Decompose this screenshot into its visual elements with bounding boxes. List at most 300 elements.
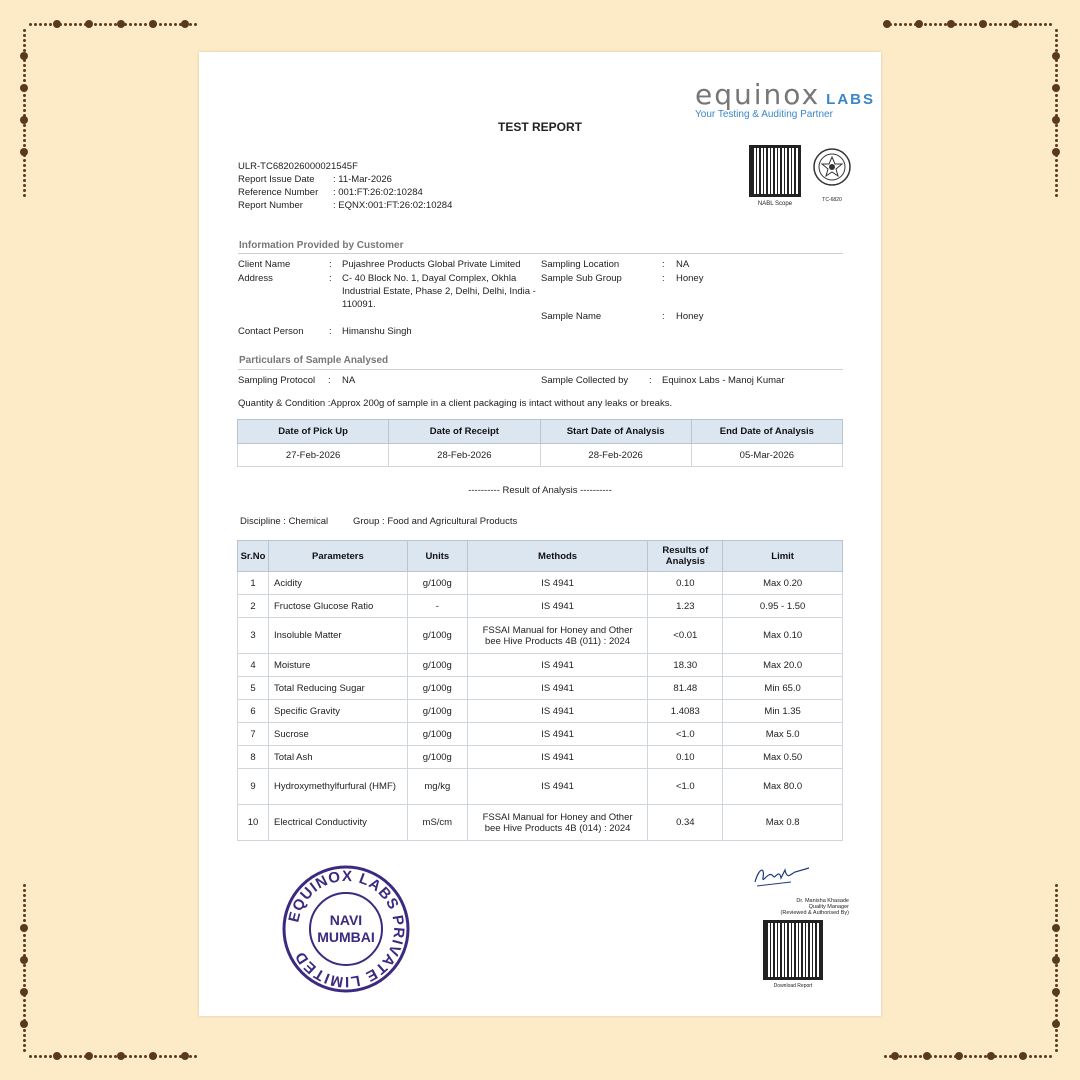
sr-no-header: Sr.No: [238, 541, 269, 572]
parameter-cell: Specific Gravity: [268, 700, 407, 723]
table-row: [238, 769, 843, 805]
table-row: [238, 746, 843, 769]
border-dot: [1055, 949, 1058, 952]
method-cell: IS 4941: [467, 654, 648, 677]
border-dot: [994, 1055, 997, 1058]
border-dot: [94, 23, 97, 26]
border-dot: [99, 1055, 102, 1058]
border-dot: [1055, 189, 1058, 192]
border-dot: [1055, 54, 1058, 57]
border-dot: [909, 23, 912, 26]
parameter-cell: Electrical Conductivity: [268, 805, 407, 841]
border-dot: [124, 23, 127, 26]
border-dot: [59, 1055, 62, 1058]
border-dot: [924, 23, 927, 26]
border-dot: [23, 984, 26, 987]
result-cell: 0.34: [648, 805, 723, 841]
border-dot: [23, 989, 26, 992]
equinox-labs-logo: [695, 78, 875, 120]
border-dot: [23, 124, 26, 127]
border-dot: [964, 1055, 967, 1058]
sr-no-cell: 7: [238, 723, 269, 746]
report-title: TEST REPORT: [497, 120, 582, 134]
particulars-heading: Particulars of Sample Analysed: [239, 355, 389, 366]
border-dot: [169, 1055, 172, 1058]
parameter-cell: Hydroxymethylfurfural (HMF): [268, 769, 407, 805]
border-dot: [1055, 1044, 1058, 1047]
limit-cell: Min 65.0: [723, 677, 843, 700]
border-dot: [34, 1055, 37, 1058]
border-dot: [919, 23, 922, 26]
border-dot: [1044, 1055, 1047, 1058]
border-dot: [939, 1055, 942, 1058]
border-dot: [984, 23, 987, 26]
border-dot: [994, 23, 997, 26]
border-dot: [1019, 23, 1022, 26]
border-dot: [1055, 59, 1058, 62]
border-dot: [159, 23, 162, 26]
colon: :: [329, 273, 332, 284]
border-dot: [114, 23, 117, 26]
border-dot: [1055, 1034, 1058, 1037]
border-dot: [79, 1055, 82, 1058]
border-dot: [1055, 1049, 1058, 1052]
border-dot: [904, 23, 907, 26]
border-dot: [23, 994, 26, 997]
sample-name-value: Honey: [676, 311, 704, 322]
border-dot: [1055, 994, 1058, 997]
border-dot: [23, 179, 26, 182]
border-dot: [1055, 929, 1058, 932]
test-report-document: [199, 52, 881, 1016]
limit-cell: Max 0.20: [723, 572, 843, 595]
border-dot: [1055, 109, 1058, 112]
border-dot: [1055, 99, 1058, 102]
border-dot: [1055, 909, 1058, 912]
border-dot: [959, 1055, 962, 1058]
methods-header: Methods: [467, 541, 648, 572]
border-dot: [1055, 39, 1058, 42]
border-dot: [23, 69, 26, 72]
border-dot: [1055, 34, 1058, 37]
colon: :: [662, 273, 665, 284]
border-dot: [74, 23, 77, 26]
border-dot: [1055, 999, 1058, 1002]
method-cell: IS 4941: [467, 595, 648, 618]
result-cell: 18.30: [648, 654, 723, 677]
sr-no-cell: 10: [238, 805, 269, 841]
border-dot: [1034, 23, 1037, 26]
border-dot: [23, 59, 26, 62]
border-dot: [949, 1055, 952, 1058]
download-report-qr-code[interactable]: [763, 920, 823, 980]
border-dot: [54, 1055, 57, 1058]
border-dot: [1055, 74, 1058, 77]
border-dot: [1014, 23, 1017, 26]
border-dot: [119, 1055, 122, 1058]
border-dot: [23, 154, 26, 157]
divider: [238, 369, 843, 370]
parameter-cell: Acidity: [268, 572, 407, 595]
border-dot: [134, 23, 137, 26]
border-dot: [89, 23, 92, 26]
border-dot: [49, 1055, 52, 1058]
border-dot: [23, 924, 26, 927]
sr-no-cell: 3: [238, 618, 269, 654]
border-dot: [23, 914, 26, 917]
border-dot: [924, 1055, 927, 1058]
sr-no-cell: 1: [238, 572, 269, 595]
border-dot: [23, 194, 26, 197]
border-dot: [1029, 1055, 1032, 1058]
border-dot: [1055, 974, 1058, 977]
border-dot: [1055, 149, 1058, 152]
border-dot: [23, 1049, 26, 1052]
sample-name-label: Sample Name: [541, 311, 602, 322]
border-dot: [1055, 79, 1058, 82]
border-dot: [114, 1055, 117, 1058]
units-cell: g/100g: [407, 654, 467, 677]
units-cell: g/100g: [407, 618, 467, 654]
method-cell: IS 4941: [467, 572, 648, 595]
border-dot: [144, 1055, 147, 1058]
border-dot: [104, 1055, 107, 1058]
border-dot: [1055, 29, 1058, 32]
border-dot: [899, 23, 902, 26]
border-dot: [23, 969, 26, 972]
logo-labs-text: LABS: [826, 91, 875, 108]
parameter-cell: Moisture: [268, 654, 407, 677]
border-dot: [149, 23, 152, 26]
border-dot: [39, 1055, 42, 1058]
limit-cell: Max 0.8: [723, 805, 843, 841]
border-dot: [1055, 134, 1058, 137]
units-cell: mg/kg: [407, 769, 467, 805]
border-dot: [84, 1055, 87, 1058]
border-dot: [23, 94, 26, 97]
nabl-scope-qr-code[interactable]: [749, 145, 801, 197]
border-dot: [929, 23, 932, 26]
border-dot: [944, 1055, 947, 1058]
border-dot: [889, 23, 892, 26]
border-dot: [1009, 1055, 1012, 1058]
sr-no-cell: 9: [238, 769, 269, 805]
border-dot: [1055, 139, 1058, 142]
logo-tagline: Your Testing & Auditing Partner: [695, 109, 833, 120]
border-dot: [23, 99, 26, 102]
border-dot: [889, 1055, 892, 1058]
border-dot: [174, 1055, 177, 1058]
border-dot: [23, 89, 26, 92]
method-cell: IS 4941: [467, 700, 648, 723]
border-dot: [974, 1055, 977, 1058]
border-dot: [169, 23, 172, 26]
date-of-receipt-header: Date of Receipt: [389, 420, 540, 444]
dates-table: [237, 419, 843, 467]
download-report-caption: Download Report: [773, 983, 813, 989]
border-dot: [894, 23, 897, 26]
result-cell: <1.0: [648, 769, 723, 805]
results-header: Results of Analysis: [648, 541, 723, 572]
border-dot: [23, 1034, 26, 1037]
border-dot: [159, 1055, 162, 1058]
border-dot: [954, 23, 957, 26]
border-dot: [23, 159, 26, 162]
quantity-condition-value: Approx 200g of sample in a client packaging is intact without any leaks or breaks.: [330, 398, 673, 409]
border-dot: [1055, 944, 1058, 947]
border-dot: [1055, 44, 1058, 47]
border-dot: [179, 1055, 182, 1058]
units-cell: g/100g: [407, 677, 467, 700]
issue-date-value: : 11-Mar-2026: [333, 174, 392, 185]
border-dot: [1039, 1055, 1042, 1058]
border-dot: [1055, 119, 1058, 122]
border-dot: [1055, 979, 1058, 982]
border-dot: [1055, 1024, 1058, 1027]
stamp-line-2: MUMBAI: [317, 929, 375, 945]
results-header-row: [238, 541, 843, 572]
method-cell: IS 4941: [467, 677, 648, 700]
report-number-value: : EQNX:001:FT:26:02:10284: [333, 200, 453, 211]
border-dot: [1024, 1055, 1027, 1058]
sr-no-cell: 4: [238, 654, 269, 677]
contact-person-value: Himanshu Singh: [342, 326, 412, 337]
units-cell: mS/cm: [407, 805, 467, 841]
dates-header-row: [238, 420, 843, 444]
method-cell: IS 4941: [467, 723, 648, 746]
border-dot: [1009, 23, 1012, 26]
address-label: Address: [238, 273, 273, 284]
dates-value-row: [238, 444, 843, 467]
border-dot: [23, 174, 26, 177]
border-dot: [23, 144, 26, 147]
border-dot: [23, 894, 26, 897]
units-cell: g/100g: [407, 700, 467, 723]
method-cell: FSSAI Manual for Honey and Other bee Hive Products 4B (014) : 2024: [467, 805, 648, 841]
border-dot: [1055, 1009, 1058, 1012]
units-cell: g/100g: [407, 746, 467, 769]
parameter-cell: Insoluble Matter: [268, 618, 407, 654]
address-value: C- 40 Block No. 1, Dayal Complex, Okhla Industrial Estate, Phase 2, Delhi, Delhi, India - 110091.: [342, 273, 536, 310]
date-of-receipt-value: 28-Feb-2026: [389, 444, 540, 467]
border-dot: [1055, 899, 1058, 902]
parameters-header: Parameters: [268, 541, 407, 572]
border-dot: [1055, 919, 1058, 922]
border-dot: [23, 119, 26, 122]
contact-person-label: Contact Person: [238, 326, 304, 337]
border-dot: [1055, 179, 1058, 182]
border-dot: [1055, 194, 1058, 197]
units-header: Units: [407, 541, 467, 572]
border-dot: [1055, 889, 1058, 892]
border-dot: [99, 23, 102, 26]
limit-cell: 0.95 - 1.50: [723, 595, 843, 618]
units-cell: g/100g: [407, 572, 467, 595]
method-cell: IS 4941: [467, 746, 648, 769]
border-dot: [164, 23, 167, 26]
border-dot: [23, 49, 26, 52]
border-dot: [23, 169, 26, 172]
border-dot: [23, 934, 26, 937]
parameter-cell: Total Reducing Sugar: [268, 677, 407, 700]
border-dot: [23, 979, 26, 982]
border-dot: [1055, 989, 1058, 992]
limit-header: Limit: [723, 541, 843, 572]
group-text: Group : Food and Agricultural Products: [353, 516, 518, 527]
sample-collected-value: Equinox Labs - Manoj Kumar: [662, 375, 785, 386]
result-of-analysis-divider: ---------- Result of Analysis ----------: [468, 485, 612, 496]
quantity-condition-label: Quantity & Condition :: [238, 398, 331, 409]
border-dot: [1044, 23, 1047, 26]
border-dot: [1049, 23, 1052, 26]
border-dot: [23, 54, 26, 57]
border-dot: [194, 23, 197, 26]
border-dot: [914, 1055, 917, 1058]
border-dot: [129, 23, 132, 26]
border-dot: [23, 999, 26, 1002]
table-row: [238, 595, 843, 618]
border-dot: [23, 1004, 26, 1007]
border-dot: [179, 23, 182, 26]
client-name-label: Client Name: [238, 259, 291, 270]
border-dot: [1055, 884, 1058, 887]
border-dot: [119, 23, 122, 26]
border-dot: [969, 23, 972, 26]
border-dot: [1055, 964, 1058, 967]
border-dot: [23, 919, 26, 922]
method-cell: IS 4941: [467, 769, 648, 805]
border-dot: [23, 139, 26, 142]
border-dot: [69, 1055, 72, 1058]
parameter-cell: Sucrose: [268, 723, 407, 746]
border-dot: [69, 23, 72, 26]
logo-wordmark: equinox: [695, 78, 821, 111]
border-dot: [134, 1055, 137, 1058]
sample-sub-group-label: Sample Sub Group: [541, 273, 622, 284]
client-name-value: Pujashree Products Global Private Limited: [342, 259, 521, 270]
colon: :: [329, 326, 332, 337]
reference-number-value: : 001:FT:26:02:10284: [333, 187, 423, 198]
sr-no-cell: 6: [238, 700, 269, 723]
border-dot: [23, 84, 26, 87]
divider: [238, 253, 843, 254]
units-cell: g/100g: [407, 723, 467, 746]
border-dot: [1055, 934, 1058, 937]
border-dot: [144, 23, 147, 26]
method-cell: FSSAI Manual for Honey and Other bee Hive Products 4B (011) : 2024: [467, 618, 648, 654]
colon: :: [662, 259, 665, 270]
sample-sub-group-value: Honey: [676, 273, 704, 284]
border-dot: [104, 23, 107, 26]
limit-cell: Max 0.50: [723, 746, 843, 769]
parameter-cell: Fructose Glucose Ratio: [268, 595, 407, 618]
border-dot: [139, 1055, 142, 1058]
limit-cell: Max 20.0: [723, 654, 843, 677]
border-dot: [189, 1055, 192, 1058]
border-dot: [23, 149, 26, 152]
table-row: [238, 677, 843, 700]
border-dot: [1055, 89, 1058, 92]
signatory-role: Quality Manager: [808, 904, 849, 910]
reference-number-label: Reference Number: [238, 187, 319, 198]
border-dot: [1055, 1029, 1058, 1032]
border-dot: [1055, 894, 1058, 897]
border-dot: [969, 1055, 972, 1058]
border-dot: [1039, 23, 1042, 26]
ulr-number: ULR-TC682026000021545F: [238, 161, 358, 172]
border-dot: [1029, 23, 1032, 26]
border-dot: [54, 23, 57, 26]
result-cell: 0.10: [648, 746, 723, 769]
stamp-ring-text: EQUINOX LABS PRIVATE LIMITED: [285, 867, 408, 991]
border-dot: [154, 1055, 157, 1058]
border-dot: [1014, 1055, 1017, 1058]
border-dot: [23, 114, 26, 117]
result-cell: 1.4083: [648, 700, 723, 723]
border-dot: [23, 964, 26, 967]
border-dot: [44, 1055, 47, 1058]
report-number-label: Report Number: [238, 200, 303, 211]
border-dot: [1055, 984, 1058, 987]
result-cell: <0.01: [648, 618, 723, 654]
sampling-protocol-label: Sampling Protocol: [238, 375, 316, 386]
border-dot: [23, 939, 26, 942]
end-date-value: 05-Mar-2026: [691, 444, 842, 467]
border-dot: [909, 1055, 912, 1058]
border-dot: [44, 23, 47, 26]
colon: :: [662, 311, 665, 322]
sampling-location-value: NA: [676, 259, 690, 270]
result-cell: 0.10: [648, 572, 723, 595]
border-dot: [999, 1055, 1002, 1058]
colon: :: [649, 375, 652, 386]
result-cell: <1.0: [648, 723, 723, 746]
signatory-block: [729, 898, 849, 916]
border-dot: [129, 1055, 132, 1058]
table-row: [238, 618, 843, 654]
table-row: [238, 723, 843, 746]
limit-cell: Max 80.0: [723, 769, 843, 805]
border-dot: [989, 1055, 992, 1058]
limit-cell: Max 5.0: [723, 723, 843, 746]
border-dot: [23, 184, 26, 187]
border-dot: [1055, 959, 1058, 962]
border-dot: [23, 104, 26, 107]
border-dot: [109, 23, 112, 26]
border-dot: [1055, 1039, 1058, 1042]
sampling-protocol-value: NA: [342, 375, 356, 386]
border-dot: [979, 23, 982, 26]
border-dot: [164, 1055, 167, 1058]
border-dot: [1055, 64, 1058, 67]
sr-no-cell: 2: [238, 595, 269, 618]
border-dot: [1055, 94, 1058, 97]
customer-info-heading: Information Provided by Customer: [239, 240, 404, 251]
border-dot: [109, 1055, 112, 1058]
nabl-seal-caption: TC-6820: [822, 197, 842, 203]
border-dot: [23, 929, 26, 932]
border-dot: [1055, 1004, 1058, 1007]
border-dot: [39, 23, 42, 26]
border-dot: [79, 23, 82, 26]
border-dot: [94, 1055, 97, 1058]
border-dot: [23, 1024, 26, 1027]
company-stamp: [281, 862, 411, 1001]
table-row: [238, 654, 843, 677]
border-dot: [914, 23, 917, 26]
discipline-text: Discipline : Chemical: [240, 516, 329, 527]
border-dot: [949, 23, 952, 26]
